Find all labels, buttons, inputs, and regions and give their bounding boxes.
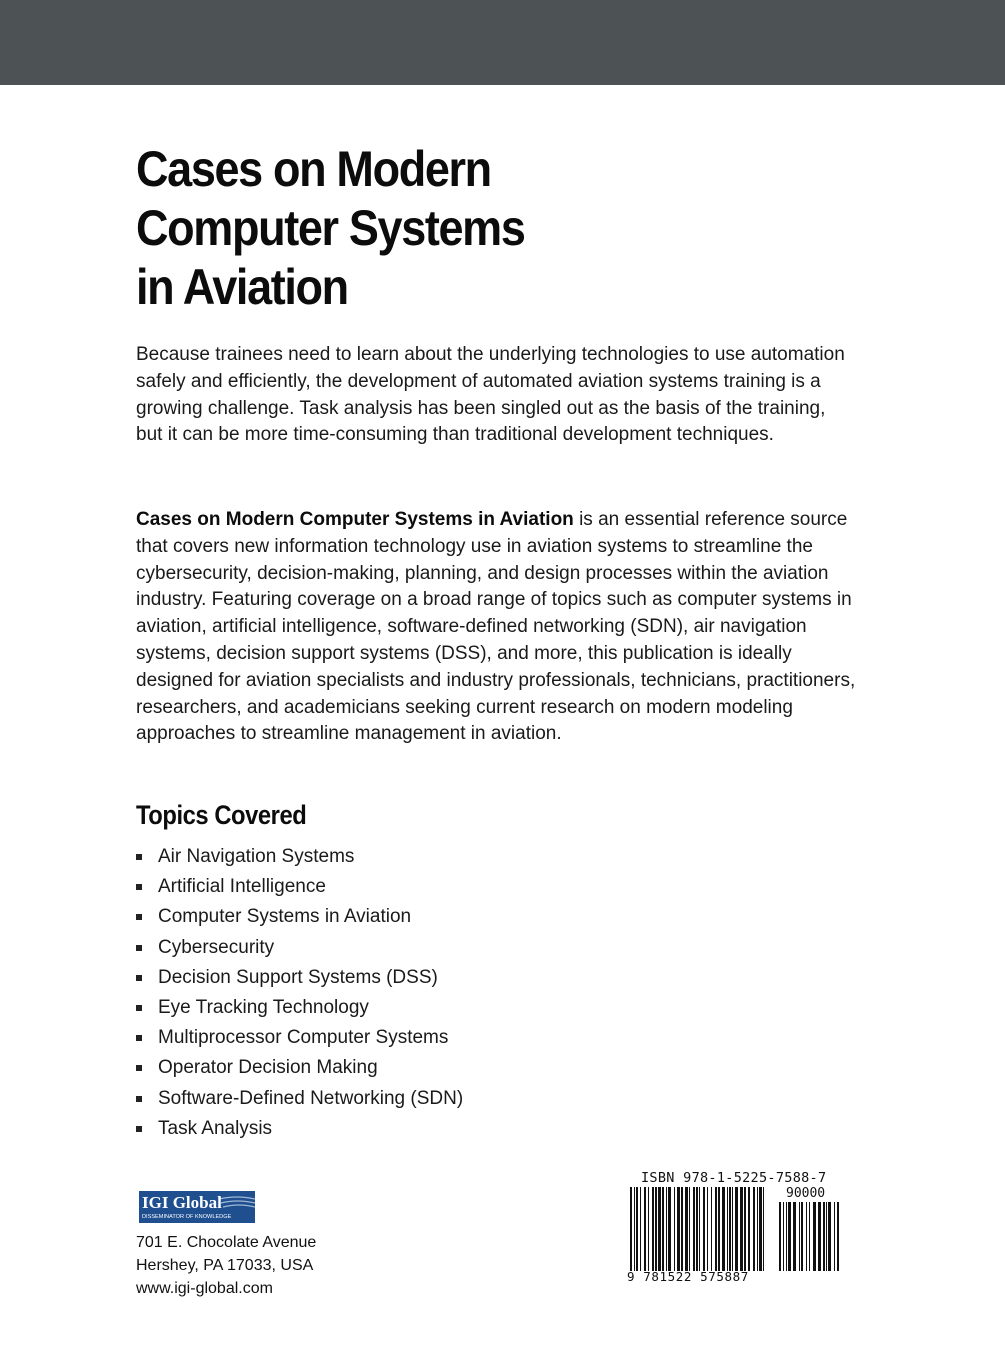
- addon-barcode: [779, 1202, 839, 1271]
- barcode-bar: [809, 1202, 810, 1271]
- barcode-bar: [799, 1202, 800, 1271]
- title-line-3: in Aviation: [136, 259, 348, 315]
- barcode-bar: [634, 1187, 635, 1271]
- barcode-bar: [793, 1202, 796, 1271]
- barcode-bar: [666, 1187, 667, 1271]
- bullet-square-icon: [136, 975, 142, 981]
- barcode-bar: [786, 1202, 787, 1271]
- barcode-bar: [801, 1202, 803, 1271]
- topic-label: Operator Decision Making: [158, 1057, 378, 1079]
- barcode-bar: [729, 1187, 731, 1271]
- topic-label: Multiprocessor Computer Systems: [158, 1027, 449, 1049]
- price-code-text: 90000: [786, 1186, 826, 1201]
- topic-label: Task Analysis: [158, 1117, 273, 1139]
- topic-item: [136, 902, 463, 932]
- barcode-bar: [658, 1187, 661, 1271]
- barcode-bar: [779, 1202, 781, 1271]
- barcode-bar: [828, 1202, 831, 1271]
- topic-item: [136, 1053, 463, 1083]
- barcode-bar: [703, 1187, 705, 1271]
- barcode-bar: [813, 1202, 816, 1271]
- topic-item: [136, 933, 463, 963]
- logo-tagline: DISSEMINATOR OF KNOWLEDGE: [142, 1214, 232, 1220]
- title-line-2: Computer Systems: [136, 200, 525, 256]
- barcode-bar: [644, 1187, 646, 1271]
- bullet-square-icon: [136, 1126, 142, 1132]
- topic-item: [136, 872, 463, 902]
- topic-item: [136, 1084, 463, 1114]
- publisher-address: [136, 1231, 316, 1300]
- barcode-bar: [630, 1187, 632, 1271]
- barcode-bar: [806, 1202, 807, 1271]
- barcode-bar: [818, 1202, 821, 1271]
- top-color-band: [0, 0, 1005, 85]
- barcode-bar: [662, 1187, 664, 1271]
- barcode-bar: [693, 1187, 695, 1271]
- barcode-bar: [753, 1187, 755, 1271]
- barcode-bar: [757, 1187, 758, 1271]
- barcode-bar: [823, 1202, 825, 1271]
- barcode-bar: [674, 1187, 675, 1271]
- topics-heading: Topics Covered: [136, 800, 307, 830]
- barcode-bar: [655, 1187, 657, 1271]
- barcode-bar: [685, 1187, 688, 1271]
- barcode-bar: [636, 1187, 638, 1271]
- barcode-bar: [837, 1202, 839, 1271]
- isbn-text: ISBN 978-1-5225-7588-7: [641, 1170, 827, 1186]
- barcode-bar: [689, 1187, 690, 1271]
- barcode-bar: [783, 1202, 784, 1271]
- bullet-square-icon: [136, 945, 142, 951]
- barcode-bar: [748, 1187, 750, 1271]
- address-line-1: 701 E. Chocolate Avenue: [136, 1234, 317, 1251]
- bullet-square-icon: [136, 914, 142, 920]
- barcode-bar: [759, 1187, 762, 1271]
- barcode-bar: [744, 1187, 746, 1271]
- barcode-bar: [648, 1187, 649, 1271]
- bullet-square-icon: [136, 1035, 142, 1041]
- title-line-1: Cases on Modern: [136, 141, 491, 197]
- topic-item: [136, 993, 463, 1023]
- paragraph-2-text: is an essential reference source that covers new information technology use in aviation systems to streamline the cybersecurity, decision-making, planning, and design processes within the aviation industry. Featuring coverage on a broad range of topics such as computer systems in aviation, artificial intelligence, software-defined networking (SDN), air navigation systems, decision support systems (DSS), and more, this publication is ideally designed for aviation specialists and industry professionals, technicians, practitioners, researchers, and academicians seeking current research on modern modeling approaches to streamline management in aviation.: [136, 509, 856, 745]
- barcode-bar: [722, 1187, 725, 1271]
- barcode-bar: [735, 1187, 738, 1271]
- barcode-bar: [711, 1187, 712, 1271]
- logo-wordmark: IGI Global: [142, 1193, 222, 1212]
- barcode-bar: [727, 1187, 728, 1271]
- topic-label: Artificial Intelligence: [158, 876, 326, 898]
- barcode-bar: [788, 1202, 791, 1271]
- barcode-bar: [677, 1187, 680, 1271]
- topic-item: [136, 842, 463, 872]
- ean-digits-text: 9 781522 575887: [627, 1269, 749, 1284]
- topic-item: [136, 963, 463, 993]
- topic-item: [136, 1023, 463, 1053]
- bullet-square-icon: [136, 884, 142, 890]
- topic-label: Cybersecurity: [158, 936, 275, 958]
- barcode-bar: [826, 1202, 827, 1271]
- barcode-bar: [668, 1187, 671, 1271]
- bullet-square-icon: [136, 1065, 142, 1071]
- bullet-square-icon: [136, 1096, 142, 1102]
- publisher-website: www.igi-global.com: [136, 1280, 273, 1297]
- topic-label: Software-Defined Networking (SDN): [158, 1087, 464, 1109]
- ean-barcode: [630, 1187, 768, 1271]
- barcode-bar: [652, 1187, 654, 1271]
- barcode-bar: [640, 1187, 641, 1271]
- barcode-bar: [732, 1187, 733, 1271]
- barcode-bar: [715, 1187, 717, 1271]
- barcode-bar: [707, 1187, 708, 1271]
- barcode-bar: [740, 1187, 743, 1271]
- topic-label: Air Navigation Systems: [158, 846, 355, 867]
- bullet-square-icon: [136, 854, 142, 860]
- description-paragraph-2: [136, 507, 856, 748]
- paragraph-2-book-title: Cases on Modern Computer Systems in Aviation: [136, 509, 574, 530]
- igi-global-logo: [137, 1189, 257, 1225]
- barcode-bar: [681, 1187, 683, 1271]
- barcode-bar: [763, 1187, 764, 1271]
- topic-label: Decision Support Systems (DSS): [158, 966, 438, 988]
- topic-item: [136, 1114, 463, 1144]
- description-paragraph-1: Because trainees need to learn about the underlying technologies to use automation safely and efficiently, the development of automated aviation systems training is a growing challenge. Task analysis has been singled out as the basis of the training, but it can be more time-consuming than traditional development techniques.: [136, 344, 845, 446]
- barcode-bar: [834, 1202, 835, 1271]
- book-title: [136, 140, 766, 317]
- address-line-2: Hershey, PA 17033, USA: [136, 1257, 314, 1274]
- topic-label: Computer Systems in Aviation: [158, 906, 412, 928]
- barcode-bar: [696, 1187, 698, 1271]
- topics-list: [136, 842, 463, 1144]
- topic-label: Eye Tracking Technology: [158, 996, 369, 1018]
- bullet-square-icon: [136, 1005, 142, 1011]
- barcode-bar: [718, 1187, 720, 1271]
- barcode-bar: [699, 1187, 700, 1271]
